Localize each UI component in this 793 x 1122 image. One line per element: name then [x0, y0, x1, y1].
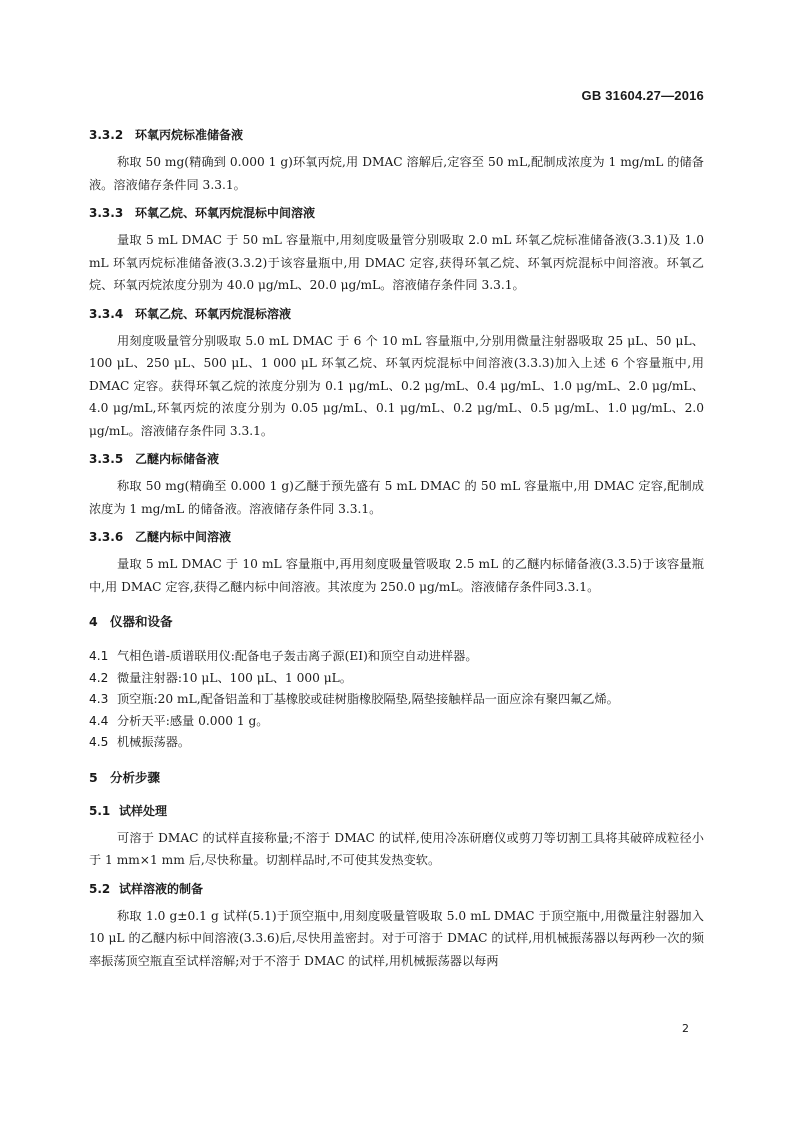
item-number: 4.5 [89, 735, 109, 749]
section-heading [89, 528, 704, 547]
section-paragraph: 称取 50 mg(精确到 0.000 1 g)环氧丙烷,用 DMAC 溶解后,定容至 50 mL,配制成浓度为 1 mg/mL 的储备液。溶液储存条件同 3.3.1。 [89, 155, 704, 192]
item-text: 分析天平:感量 0.000 1 g。 [117, 713, 269, 728]
section-paragraph: 量取 5 mL DMAC 于 10 mL 容量瓶中,再用刻度吸量管吸取 2.5 mL 的乙醚内标储备液(3.3.5)于该容量瓶中,用 DMAC 定容,获得乙醚内标中间溶液。其浓度为 250.0 μg/mL。溶液储存条件同3.3.1。 [89, 557, 704, 594]
section-heading [89, 802, 704, 821]
section-heading [89, 305, 704, 324]
chapter-number: 5 [89, 769, 98, 785]
section-heading [89, 126, 704, 145]
document-body [89, 126, 704, 980]
list-item [89, 711, 704, 733]
section-number: 3.3.4 [89, 306, 124, 321]
item-number: 4.3 [89, 692, 109, 706]
section-title: 环氧乙烷、环氧丙烷混标中间溶液 [135, 206, 316, 220]
list-item [89, 668, 704, 690]
section-5-1 [89, 802, 704, 872]
section-heading [89, 450, 704, 469]
section-paragraph: 用刻度吸量管分别吸取 5.0 mL DMAC 于 6 个 10 mL 容量瓶中,分别用微量注射器吸取 25 μL、50 μL、100 μL、250 μL、500 μL、1 000 μL 环氧乙烷、环氧丙烷混标中间溶液(3.3.3)加入上述 6 个容量瓶中,用 DMAC 定容。获得环氧乙烷的浓度分别为 0.1 μg/mL、0.2 μg/mL、0.4 μg/mL、1.0 μg/mL、2.0 μg/mL、4.0 μg/mL,环氧丙烷的浓度分别为 0.05 μg/mL、0.1 μg/mL、0.2 μg/mL、0.5 μg/mL、1.0 μg/mL、2.0 μg/mL。溶液储存条件同 3.3.1。 [89, 333, 704, 438]
item-text: 机械振荡器。 [117, 735, 191, 749]
section-3-3-3 [89, 204, 704, 297]
chapter-title: 分析步骤 [110, 769, 161, 785]
item-number: 4.2 [89, 670, 109, 685]
section-paragraph: 可溶于 DMAC 的试样直接称量;不溶于 DMAC 的试样,使用冷冻研磨仪或剪刀等切割工具将其破碎成粒径小于 1 mm×1 mm 后,尽快称量。切割样品时,不可使其发热变软。 [89, 830, 704, 867]
section-number: 5.2 [89, 881, 111, 896]
section-paragraph: 称取 1.0 g±0.1 g 试样(5.1)于顶空瓶中,用刻度吸量管吸取 5.0 mL DMAC 于顶空瓶中,用微量注射器加入 10 μL 的乙醚内标中间溶液(3.3.6)后,尽快用盖密封。对于可溶于 DMAC 的试样,用机械振荡器以每两秒一次的频率振荡顶空瓶直至试样溶解;对于不溶于 DMAC 的试样,用机械振荡器以每两 [89, 908, 704, 968]
standard-code: GB 31604.27—2016 [581, 88, 704, 103]
chapter-4-heading [89, 612, 704, 632]
section-number: 3.3.6 [89, 530, 124, 544]
item-text: 气相色谱-质谱联用仪:配备电子轰击离子源(EI)和顶空自动进样器。 [117, 649, 478, 663]
chapter-5-heading [89, 768, 704, 788]
section-title: 乙醚内标储备液 [135, 452, 220, 466]
section-number: 3.3.2 [89, 128, 124, 142]
item-number: 4.4 [89, 713, 109, 728]
list-item [89, 732, 704, 754]
item-number: 4.1 [89, 649, 109, 663]
section-title: 环氧乙烷、环氧丙烷混标溶液 [135, 306, 292, 321]
section-3-3-6 [89, 528, 704, 598]
section-3-3-5 [89, 450, 704, 520]
section-number: 5.1 [89, 803, 111, 818]
item-text: 微量注射器:10 μL、100 μL、1 000 μL。 [117, 670, 352, 685]
chapter-number: 4 [89, 614, 98, 629]
equipment-list [89, 646, 704, 754]
page-number: 2 [682, 1022, 689, 1035]
section-title: 环氧丙烷标准储备液 [135, 128, 244, 142]
chapter-title: 仪器和设备 [110, 614, 173, 629]
section-number: 3.3.3 [89, 206, 124, 220]
section-paragraph: 称取 50 mg(精确至 0.000 1 g)乙醚于预先盛有 5 mL DMAC 的 50 mL 容量瓶中,用 DMAC 定容,配制成浓度为 1 mg/mL 的储备液。溶液储存条件同 3.3.1。 [89, 479, 704, 516]
item-text: 顶空瓶:20 mL,配备铝盖和丁基橡胶或硅树脂橡胶隔垫,隔垫接触样品一面应涂有聚四氟乙烯。 [117, 692, 619, 706]
section-paragraph: 量取 5 mL DMAC 于 50 mL 容量瓶中,用刻度吸量管分别吸取 2.0 mL 环氧乙烷标准储备液(3.3.1)及 1.0 mL 环氧丙烷标准储备液(3.3.2)于该容量瓶中,用 DMAC 定容,获得环氧乙烷、环氧丙烷混标中间溶液。环氧乙烷、环氧丙烷浓度分别为 40.0 μg/mL、20.0 μg/mL。溶液储存条件同 3.3.1。 [89, 233, 704, 292]
list-item [89, 646, 704, 668]
section-3-3-4 [89, 305, 704, 443]
section-title: 试样处理 [119, 803, 168, 818]
section-heading [89, 204, 704, 223]
section-title: 试样溶液的制备 [119, 881, 204, 896]
section-heading [89, 880, 704, 899]
section-title: 乙醚内标中间溶液 [135, 530, 232, 544]
section-number: 3.3.5 [89, 452, 124, 466]
list-item [89, 689, 704, 711]
section-5-2 [89, 880, 704, 973]
section-3-3-2 [89, 126, 704, 196]
